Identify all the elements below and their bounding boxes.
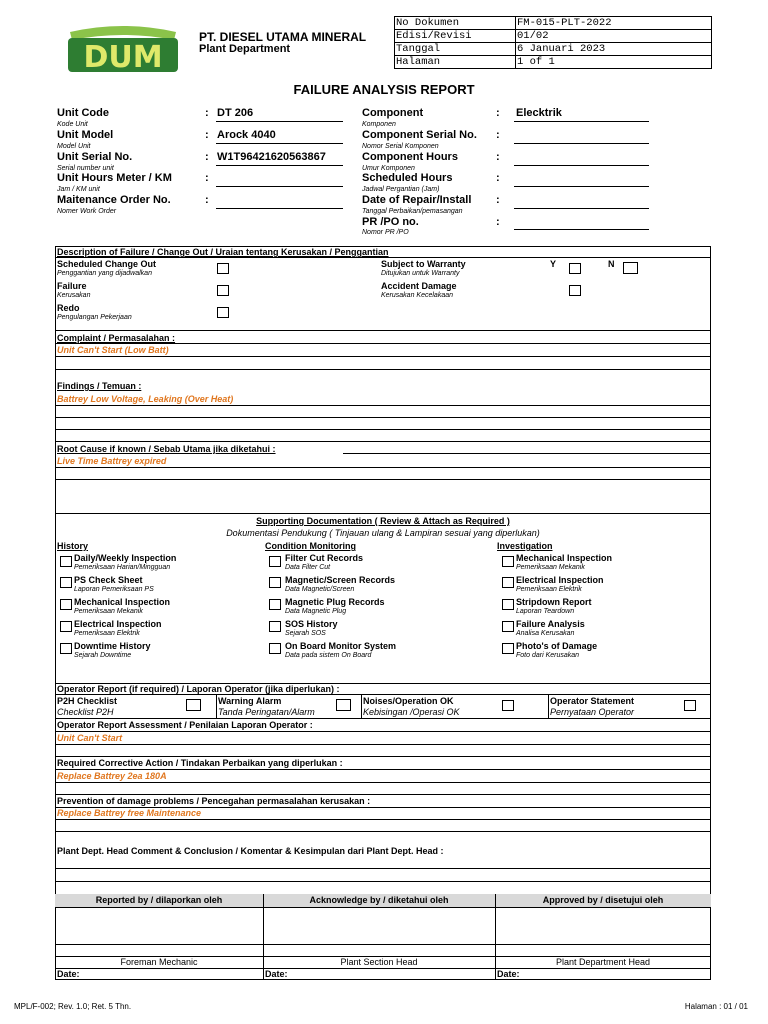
component-serial-label: Component Serial No. [362,129,477,141]
row-line [55,417,711,418]
date-reported[interactable]: Date: [57,969,80,979]
history-elec-sub: Pemeriksaan Elektrik [74,630,140,637]
reported-by-header: Reported by / dilaporkan oleh [95,895,223,905]
history-downtime-label: Downtime History [74,641,151,651]
foreman-role: Foreman Mechanic [120,957,198,967]
row-line [55,819,711,820]
date-acknowledge[interactable]: Date: [265,969,288,979]
doc-info-label: No Dokumen [395,17,516,30]
cm-magscreen-checkbox[interactable] [269,577,281,588]
operator-statement-sub: Pernyataan Operator [550,707,635,717]
inv-photo-sub: Foto dari Kerusakan [516,652,580,659]
cm-onboard-checkbox[interactable] [269,643,281,654]
history-daily-checkbox[interactable] [60,556,72,567]
failure-sub: Kerusakan [57,292,91,299]
mo-number-label: Maitenance Order No. [57,194,171,206]
unit-model-sub: Model Unit [57,143,91,150]
row-line [55,868,711,869]
failure-label: Failure [57,281,87,291]
field-underline [216,121,343,122]
field-underline[interactable] [514,229,649,230]
root-cause-value[interactable]: Live Time Battrey expired [57,456,167,466]
column-divider [216,694,217,718]
support-col-condition-header: Condition Monitoring [265,541,356,551]
row-line [55,794,711,795]
support-title: Supporting Documentation ( Review & Attach as Required ) [256,516,510,526]
noises-checkbox[interactable] [502,700,514,711]
row-line [55,769,711,770]
p2h-label: P2H Checklist [57,696,118,706]
row-line [55,881,711,882]
field-underline[interactable] [514,165,649,166]
row-line [55,756,711,757]
history-ps-sub: Laporan Pemeriksaan PS [74,586,154,593]
warranty-no-checkbox[interactable] [623,262,638,274]
row-line [55,356,711,357]
prevention-label: Prevention of damage problems / Pencegahan permasalahan kerusakan : [57,796,371,806]
pr-po-sub: Nomor PR /PO [362,229,409,236]
cm-filter-sub: Data Filter Cut [285,564,331,571]
pr-po-label: PR /PO no. [362,216,419,228]
warning-alarm-sub: Tanda Peringatan/Alarm [218,707,315,717]
inv-photo-label: Photo's of Damage [516,641,598,651]
row-line [55,831,711,832]
row-line [55,782,711,783]
row-line [55,694,711,695]
colon: : [496,194,500,206]
history-downtime-checkbox[interactable] [60,643,72,654]
doc-info-value: 1 of 1 [516,56,712,69]
cm-magplug-checkbox[interactable] [269,599,281,610]
cm-sos-checkbox[interactable] [269,621,281,632]
row-line [55,731,711,732]
unit-hours-sub: Jam / KM unit [57,186,100,193]
field-underline [216,143,343,144]
history-elec-checkbox[interactable] [60,621,72,632]
row-line [55,257,711,258]
doc-info-label: Tanggal [395,43,516,56]
cm-onboard-label: On Board Monitor System [285,641,397,651]
assessment-value[interactable]: Unit Can't Start [57,733,123,743]
document-info-table [394,16,712,69]
field-underline [216,165,343,166]
cm-filter-label: Filter Cut Records [285,553,364,563]
column-divider [548,694,549,718]
inv-failure-label: Failure Analysis [516,619,585,629]
history-mech-checkbox[interactable] [60,599,72,610]
accident-checkbox[interactable] [569,285,581,296]
row-line [55,369,711,370]
cm-filter-checkbox[interactable] [269,556,281,567]
unit-hours-label: Unit Hours Meter / KM [57,172,172,184]
inv-strip-label: Stripdown Report [516,597,592,607]
colon: : [205,194,209,206]
component-hours-sub: Umur Komponen [362,165,415,172]
colon: : [496,151,500,163]
cm-magplug-sub: Data Magnetic Plug [285,608,347,615]
scheduled-change-checkbox[interactable] [217,263,229,274]
column-divider [361,694,362,718]
accident-label: Accident Damage [381,281,457,291]
noises-label: Noises/Operation OK [363,696,454,706]
doc-info-value: FM-015-PLT-2022 [516,17,712,30]
unit-code-sub: Kode Unit [57,121,88,128]
inv-strip-checkbox[interactable] [502,599,514,610]
failure-checkbox[interactable] [217,285,229,296]
corrective-label: Required Corrective Action / Tindakan Perbaikan yang diperlukan : [57,758,343,768]
colon: : [205,172,209,184]
field-underline[interactable] [514,186,649,187]
cm-magplug-label: Magnetic Plug Records [285,597,385,607]
component-value[interactable]: Elecktrik [516,107,562,119]
assessment-label: Operator Report Assessment / Penilaian Laporan Operator : [57,720,313,730]
history-daily-sub: Pemeriksaan Harian/Mingguan [74,564,171,571]
doc-info-value: 01/02 [516,30,712,43]
row-line [55,343,711,344]
acknowledge-by-header: Acknowledge by / diketahui oleh [309,895,449,905]
row-line [55,718,711,719]
warranty-sub: Ditujukan untuk Warranty [381,270,460,277]
inv-elec-label: Electrical Inspection [516,575,604,585]
footer-page: Halaman : 01 / 01 [684,1002,748,1011]
field-underline[interactable] [216,186,343,187]
cm-onboard-sub: Data pada sistem On Board [285,652,372,659]
colon: : [496,129,500,141]
component-label: Component [362,107,424,119]
report-title: FAILURE ANALYSIS REPORT [293,82,475,97]
component-serial-sub: Nomor Serial Komponen [362,143,439,150]
noises-sub: Kebisingan /Operasi OK [363,707,460,717]
cm-magscreen-label: Magnetic/Screen Records [285,575,396,585]
unit-code-label: Unit Code [57,107,109,119]
unit-serial-sub: Serial number unit [57,165,114,172]
redo-sub: Pengulangan Pekerjaan [57,314,132,321]
history-ps-label: PS Check Sheet [74,575,143,585]
doc-info-value: 6 Januari 2023 [516,43,712,56]
history-ps-checkbox[interactable] [60,577,72,588]
section-line [55,513,711,514]
scheduled-hours-label: Scheduled Hours [362,172,453,184]
findings-value[interactable]: Battrey Low Voltage, Leaking (Over Heat) [57,394,234,404]
inv-photo-checkbox[interactable] [502,643,514,654]
complaint-value[interactable]: Unit Can't Start (Low Batt) [57,345,169,355]
dum-logo-icon [64,22,182,74]
doc-info-label: Halaman [395,56,516,69]
field-underline[interactable] [216,208,343,209]
colon: : [496,172,500,184]
warranty-label: Subject to Warranty [381,259,466,269]
row-line [55,429,711,430]
complaint-label: Complaint / Permasalahan : [57,333,176,343]
row-line [55,968,711,969]
scheduled-change-label: Scheduled Change Out [57,259,157,269]
repair-date-sub: Tanggal Perbaikan/pemasangan [362,208,463,215]
row-line [55,405,711,406]
date-approved[interactable]: Date: [497,969,520,979]
logo-text: DUM [83,40,163,74]
company-name: PT. DIESEL UTAMA MINERAL [199,30,367,44]
row-line [55,441,711,442]
repair-date-label: Date of Repair/Install [362,194,472,206]
head-comment-label: Plant Dept. Head Comment & Conclusion / Komentar & Kesimpulan dari Plant Dept. Head : [57,846,444,856]
company-department: Plant Department [199,43,291,55]
scheduled-hours-sub: Jadwal Pergantian (Jam) [362,186,440,193]
footer-form-code: MPL/F-002; Rev. 1.0; Ret. 5 Thn. [14,1002,132,1011]
company-logo [64,22,182,74]
operator-statement-checkbox[interactable] [684,700,696,711]
section-line [55,330,711,331]
cm-sos-label: SOS History [285,619,338,629]
inv-failure-checkbox[interactable] [502,621,514,632]
colon: : [205,151,209,163]
colon: : [496,216,500,228]
prevention-value[interactable]: Replace Battrey free Maintenance [57,808,202,818]
field-underline[interactable] [514,143,649,144]
colon: : [496,107,500,119]
history-mech-label: Mechanical Inspection [74,597,171,607]
colon: : [205,107,209,119]
inv-strip-sub: Laporan Teardown [516,608,575,615]
row-line [55,467,711,468]
unit-model-label: Unit Model [57,129,114,141]
inv-mech-sub: Pemeriksaan Mekanik [516,564,585,571]
colon: : [205,129,209,141]
findings-label: Findings / Temuan : [57,381,142,391]
support-col-history-header: History [57,541,89,551]
inv-failure-sub: Analisa Kerusakan [516,630,575,637]
row-line [55,479,711,480]
redo-label: Redo [57,303,80,313]
mo-number-sub: Nomer Work Order [57,208,117,215]
unit-serial-label: Unit Serial No. [57,151,133,163]
unit-code-value[interactable]: DT 206 [217,107,254,119]
field-underline[interactable] [514,208,649,209]
warning-alarm-checkbox[interactable] [336,699,351,711]
row-line [55,744,711,745]
field-underline [514,121,649,122]
component-hours-label: Component Hours [362,151,458,163]
history-downtime-sub: Sejarah Downtime [74,652,132,659]
redo-checkbox[interactable] [217,307,229,318]
history-daily-label: Daily/Weekly Inspection [74,553,177,563]
p2h-sub: Checklist P2H [57,707,114,717]
unit-serial-value[interactable]: W1T96421620563867 [217,151,326,163]
root-cause-label: Root Cause if known / Sebab Utama jika diketahui : [57,444,276,454]
support-col-investigation-header: Investigation [497,541,553,551]
support-subtitle: Dokumentasi Pendukung ( Tinjauan ulang & Lampiran sesuai yang diperlukan) [226,528,540,538]
section-head-role: Plant Section Head [340,957,418,967]
failure-desc-header: Description of Failure / Change Out / Uraian tentang Kerusakan / Penggantian [57,247,389,257]
inv-elec-sub: Pemeriksaan Elektrik [516,586,582,593]
corrective-value[interactable]: Replace Battrey 2ea 180A [57,771,167,781]
warning-alarm-label: Warning Alarm [218,696,282,706]
cm-magscreen-sub: Data Magnetic/Screen [285,586,355,593]
unit-model-value[interactable]: Arock 4040 [217,129,276,141]
component-sub: Komponen [362,121,396,128]
inv-elec-checkbox[interactable] [502,577,514,588]
warranty-no-label: N [608,259,615,269]
warranty-yes-checkbox[interactable] [569,263,581,274]
operator-statement-label: Operator Statement [550,696,635,706]
warranty-yes-label: Y [550,259,557,269]
operator-header: Operator Report (if required) / Laporan Operator (jika diperlukan) : [57,684,340,694]
inv-mech-label: Mechanical Inspection [516,553,613,563]
doc-info-label: Edisi/Revisi [395,30,516,43]
row-line [55,907,711,908]
row-line [343,453,711,454]
approved-by-header: Approved by / disetujui oleh [542,895,664,905]
cm-sos-sub: Sejarah SOS [285,630,326,637]
inv-mech-checkbox[interactable] [502,556,514,567]
accident-sub: Kerusakan Kecelakaan [381,292,453,299]
p2h-checkbox[interactable] [186,699,201,711]
row-line [55,944,711,945]
dept-head-role: Plant Department Head [555,957,651,967]
history-elec-label: Electrical Inspection [74,619,162,629]
history-mech-sub: Pemeriksaan Mekanik [74,608,143,615]
scheduled-change-sub: Penggantian yang dijadwalkan [57,270,152,277]
